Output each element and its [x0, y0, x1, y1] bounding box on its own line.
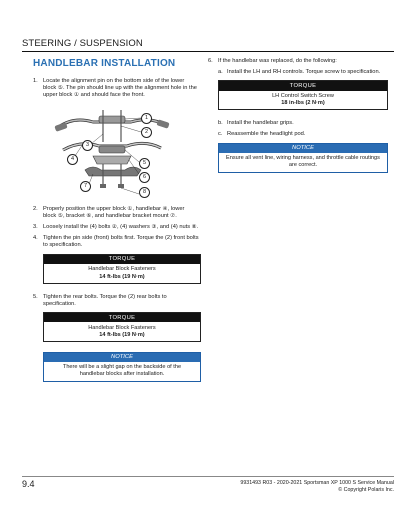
notice-header: NOTICE	[219, 144, 387, 153]
substep-letter: b.	[218, 120, 223, 127]
substep-text: Install the handlebar grips.	[227, 120, 294, 127]
step-number: 3.	[33, 224, 38, 231]
footer-manual-id: 9931493 R03 - 2020-2021 Sportsman XP 1000 S Service Manual	[240, 480, 394, 486]
torque-value: 14 ft-lbs (19 N·m)	[99, 331, 145, 338]
footer-copyright: © Copyright Polaris Inc.	[338, 486, 394, 493]
torque-header: TORQUE	[44, 313, 200, 322]
step-text: If the handlebar was replaced, do the following:	[218, 58, 337, 64]
callout-3: 3	[82, 140, 93, 151]
left-column	[33, 58, 199, 390]
substep-text: Install the LH and RH controls. Torque screw to specification.	[227, 69, 381, 76]
torque-value: 14 ft-lbs (19 N·m)	[99, 273, 145, 280]
torque-header: TORQUE	[219, 81, 387, 90]
notice-box-routing	[218, 143, 388, 174]
callout-4: 4	[67, 154, 78, 165]
notice-body: Ensure all vent line, wiring harness, and throttle cable routings are correct.	[226, 155, 380, 169]
handlebar-assembly-figure	[53, 104, 173, 196]
step-number: 6.	[208, 58, 213, 64]
section-title: HANDLEBAR INSTALLATION	[33, 58, 176, 69]
step-1	[33, 78, 199, 100]
step-text: Tighten the pin side (front) bolts first. Torque the (2) front bolts to specification.	[43, 235, 199, 249]
step-6c	[218, 131, 386, 138]
step-text: Properly position the upper block ①, handlebar ④, lower block ⑤, bracket ⑥, and handlebar bracket mount ⑦.	[43, 205, 185, 219]
step-text: Tighten the rear bolts. Torque the (2) rear bolts to specification.	[43, 293, 167, 307]
step-number: 1.	[33, 78, 38, 84]
handlebar-assembly-illustration	[53, 104, 173, 196]
page-number: 9.4	[22, 479, 35, 489]
step-number: 5.	[33, 293, 38, 300]
torque-fastener-name: Handlebar Block Fasteners	[88, 324, 156, 331]
footer-text	[240, 480, 394, 493]
step-6b	[218, 120, 386, 127]
torque-fastener-name: LH Control Switch Screw	[272, 93, 334, 100]
callout-6: 6	[139, 172, 150, 183]
substep-letter: c.	[218, 131, 223, 138]
step-2	[33, 206, 199, 220]
callout-2: 2	[141, 127, 152, 138]
notice-body: There will be a slight gap on the backside of the handlebar blocks after installation.	[62, 364, 182, 378]
substep-text: Reassemble the headlight pod.	[227, 131, 306, 138]
step-6	[208, 58, 386, 65]
callout-7: 7	[80, 181, 91, 192]
step-number: 2.	[33, 205, 38, 212]
step-4	[33, 235, 199, 249]
notice-header: NOTICE	[44, 353, 200, 362]
footer-rule	[22, 476, 394, 477]
step-number: 4.	[33, 235, 38, 242]
callout-5: 5	[139, 158, 150, 169]
torque-value: 18 in-lbs (2 N·m)	[281, 100, 325, 107]
header-rule	[22, 51, 394, 52]
torque-box-rear-bolts	[43, 312, 201, 342]
torque-fastener-name: Handlebar Block Fasteners	[88, 266, 156, 273]
torque-header: TORQUE	[44, 255, 200, 264]
torque-box-lh-control	[218, 80, 388, 110]
step-6a	[218, 69, 386, 76]
step-text: Loosely install the (4) bolts ②, (4) washers ③, and (4) nuts ⑧.	[43, 224, 199, 231]
callout-1: 1	[141, 113, 152, 124]
step-5	[33, 294, 199, 308]
page-header-title: STEERING / SUSPENSION	[22, 38, 143, 49]
right-column	[208, 58, 386, 181]
step-text: Locate the alignment pin on the bottom side of the lower block ⑤. The pin should line up with the alignment hole in the upper block ① and should face the front.	[43, 78, 197, 99]
substep-letter: a.	[218, 69, 223, 76]
callout-8: 8	[139, 187, 150, 198]
step-3	[33, 224, 199, 231]
torque-box-front-bolts	[43, 254, 201, 284]
notice-box-gap	[43, 352, 201, 383]
